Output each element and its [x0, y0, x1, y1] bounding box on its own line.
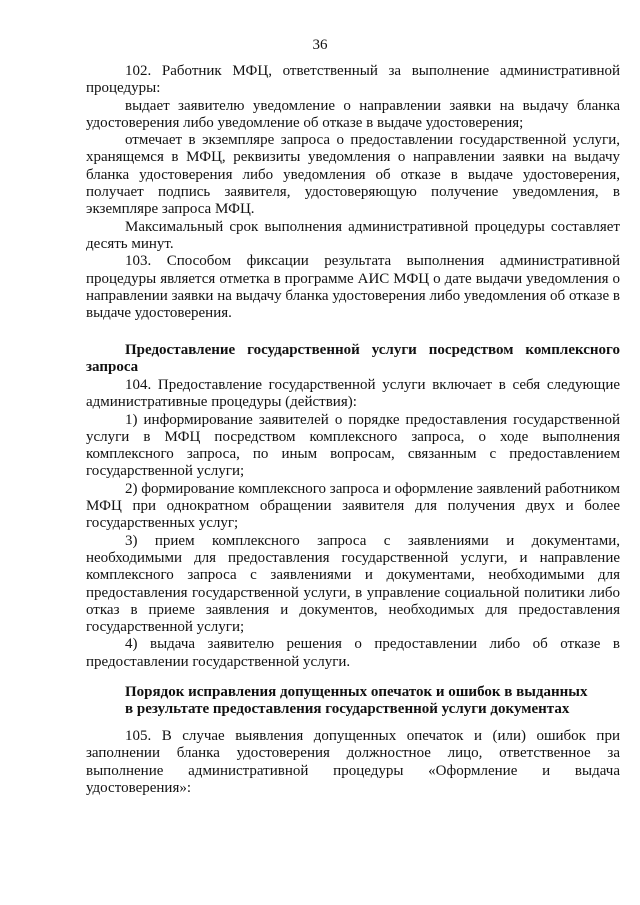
heading-corrections — [86, 684, 620, 719]
paragraph-104-item-4: 4) выдача заявителю решения о предоставлении либо об отказе в предоставлении государственной услуги. — [86, 636, 620, 670]
paragraph-104-intro: 104. Предоставление государственной услуги включает в себя следующие административные процедуры (действия): — [86, 377, 620, 411]
paragraph-104-item-2: 2) формирование комплексного запроса и оформление заявлений работником МФЦ при однократном обращении заявителя для получения двух и более государственных услуг; — [86, 480, 620, 532]
paragraph-102-mark-request: отмечает в экземпляре запроса о предоставлении государственной услуги, хранящемся в МФЦ, реквизиты уведомления о направлении заявки на выдачу бланка удостоверения либо уведомления об отказе в выдаче удостоверения, получает подпись заявителя, удостоверяющую получение уведомления, в экземпляре запроса МФЦ. — [86, 132, 620, 218]
section-procedure-105 — [86, 728, 620, 797]
heading-corrections-line-2: в результате предоставления государственной услуги документах — [125, 701, 570, 718]
heading-corrections-line-1: Порядок исправления допущенных опечаток и ошибок в выданных — [125, 684, 588, 700]
paragraph-102-issue-notice: выдает заявителю уведомление о направлении заявки на выдачу бланка удостоверения либо уведомление об отказе в выдаче удостоверения; — [86, 97, 620, 131]
page-number: 36 — [312, 37, 328, 53]
paragraph-103: 103. Способом фиксации результата выполнения административной процедуры является отметка в программе АИС МФЦ о дате выдачи уведомления о направлении заявки на выдачу бланка удостоверения либо уведомления об отказе в выдаче удостоверения. — [86, 253, 620, 322]
heading-corrections-wrap — [86, 684, 620, 719]
paragraph-104-item-3: 3) прием комплексного запроса с заявлениями и документами, необходимыми для предоставления государственной услуги, и направление комплексного запроса с заявлениями и документами, необходимыми для предоставления государственной услуги, в управление социальной политики либо отказ в приеме заявления и документов, необходимых для предоставления государственной услуги; — [86, 532, 620, 636]
heading-complex-request-wrap — [86, 342, 620, 377]
paragraph-max-duration: Максимальный срок выполнения административной процедуры составляет десять минут. — [86, 218, 620, 252]
section-procedure-102-103 — [86, 63, 620, 322]
paragraph-104-item-1: 1) информирование заявителей о порядке предоставления государственной услуги в МФЦ посредством комплексного запроса, о ходе выполнения комплексного запроса, по иным вопросам, связанным с предоставлением государственной услуги; — [86, 411, 620, 480]
heading-complex-request: Предоставление государственной услуги посредством комплексного запроса — [86, 342, 620, 376]
paragraph-102-intro: 102. Работник МФЦ, ответственный за выполнение административной процедуры: — [86, 63, 620, 97]
paragraph-105: 105. В случае выявления допущенных опечаток и (или) ошибок при заполнении бланка удостоверения должностное лицо, ответственное за выполнение административной процедуры «Оформление и выдача удостоверения»: — [86, 728, 620, 796]
section-procedure-104 — [86, 377, 620, 671]
